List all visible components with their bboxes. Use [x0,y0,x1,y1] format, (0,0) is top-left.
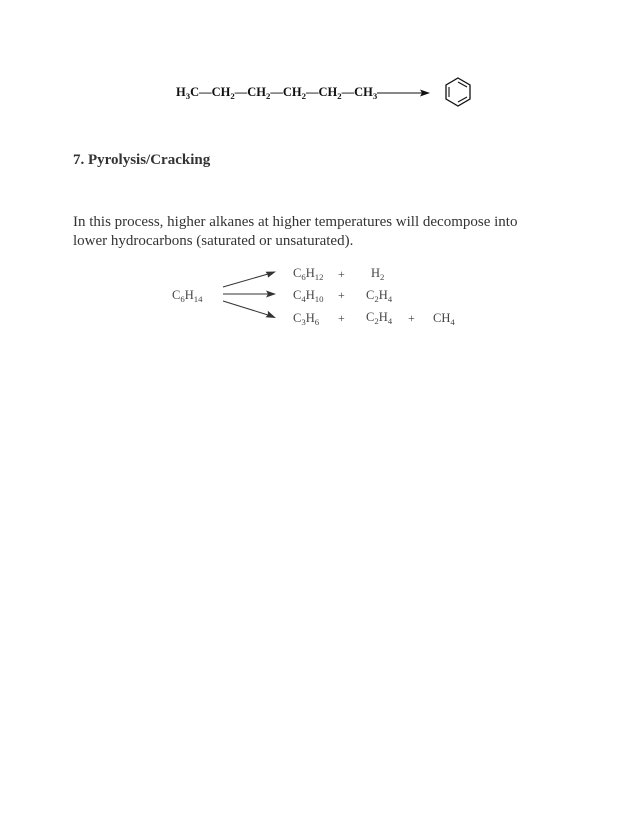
plus-sign: + [338,311,345,325]
plus-sign: + [408,311,415,325]
plus-sign: + [338,267,345,281]
product-c3h6: $C_3H_6$ [293,311,320,327]
benzene-ring-icon [442,76,474,108]
hexane-formula: $H_3C—CH_2—CH_2—CH_2—CH_2—CH_3$ [176,85,378,101]
branching-arrows-icon [220,262,280,326]
section-heading: 7. Pyrolysis/Cracking [73,152,211,168]
plus-sign: + [338,288,345,302]
product-c6h12: $C_6H_{12}$ [293,266,324,282]
product-c2h4: $C_2H_4$ [366,310,393,326]
section-paragraph: In this process, higher alkanes at higher temperatures will decompose into lower hydrocarbons (saturated or unsaturated). [73,214,518,249]
product-c2h4: $C_2H_4$ [366,288,393,304]
reactant-c6h14: $C_6H_{14}$ [172,288,203,304]
product-ch4: $CH_4$ [433,311,455,327]
product-c4h10: $C_4H_{10}$ [293,288,324,304]
product-h2: $H_2$ [371,266,385,282]
right-arrow-icon [376,86,432,100]
